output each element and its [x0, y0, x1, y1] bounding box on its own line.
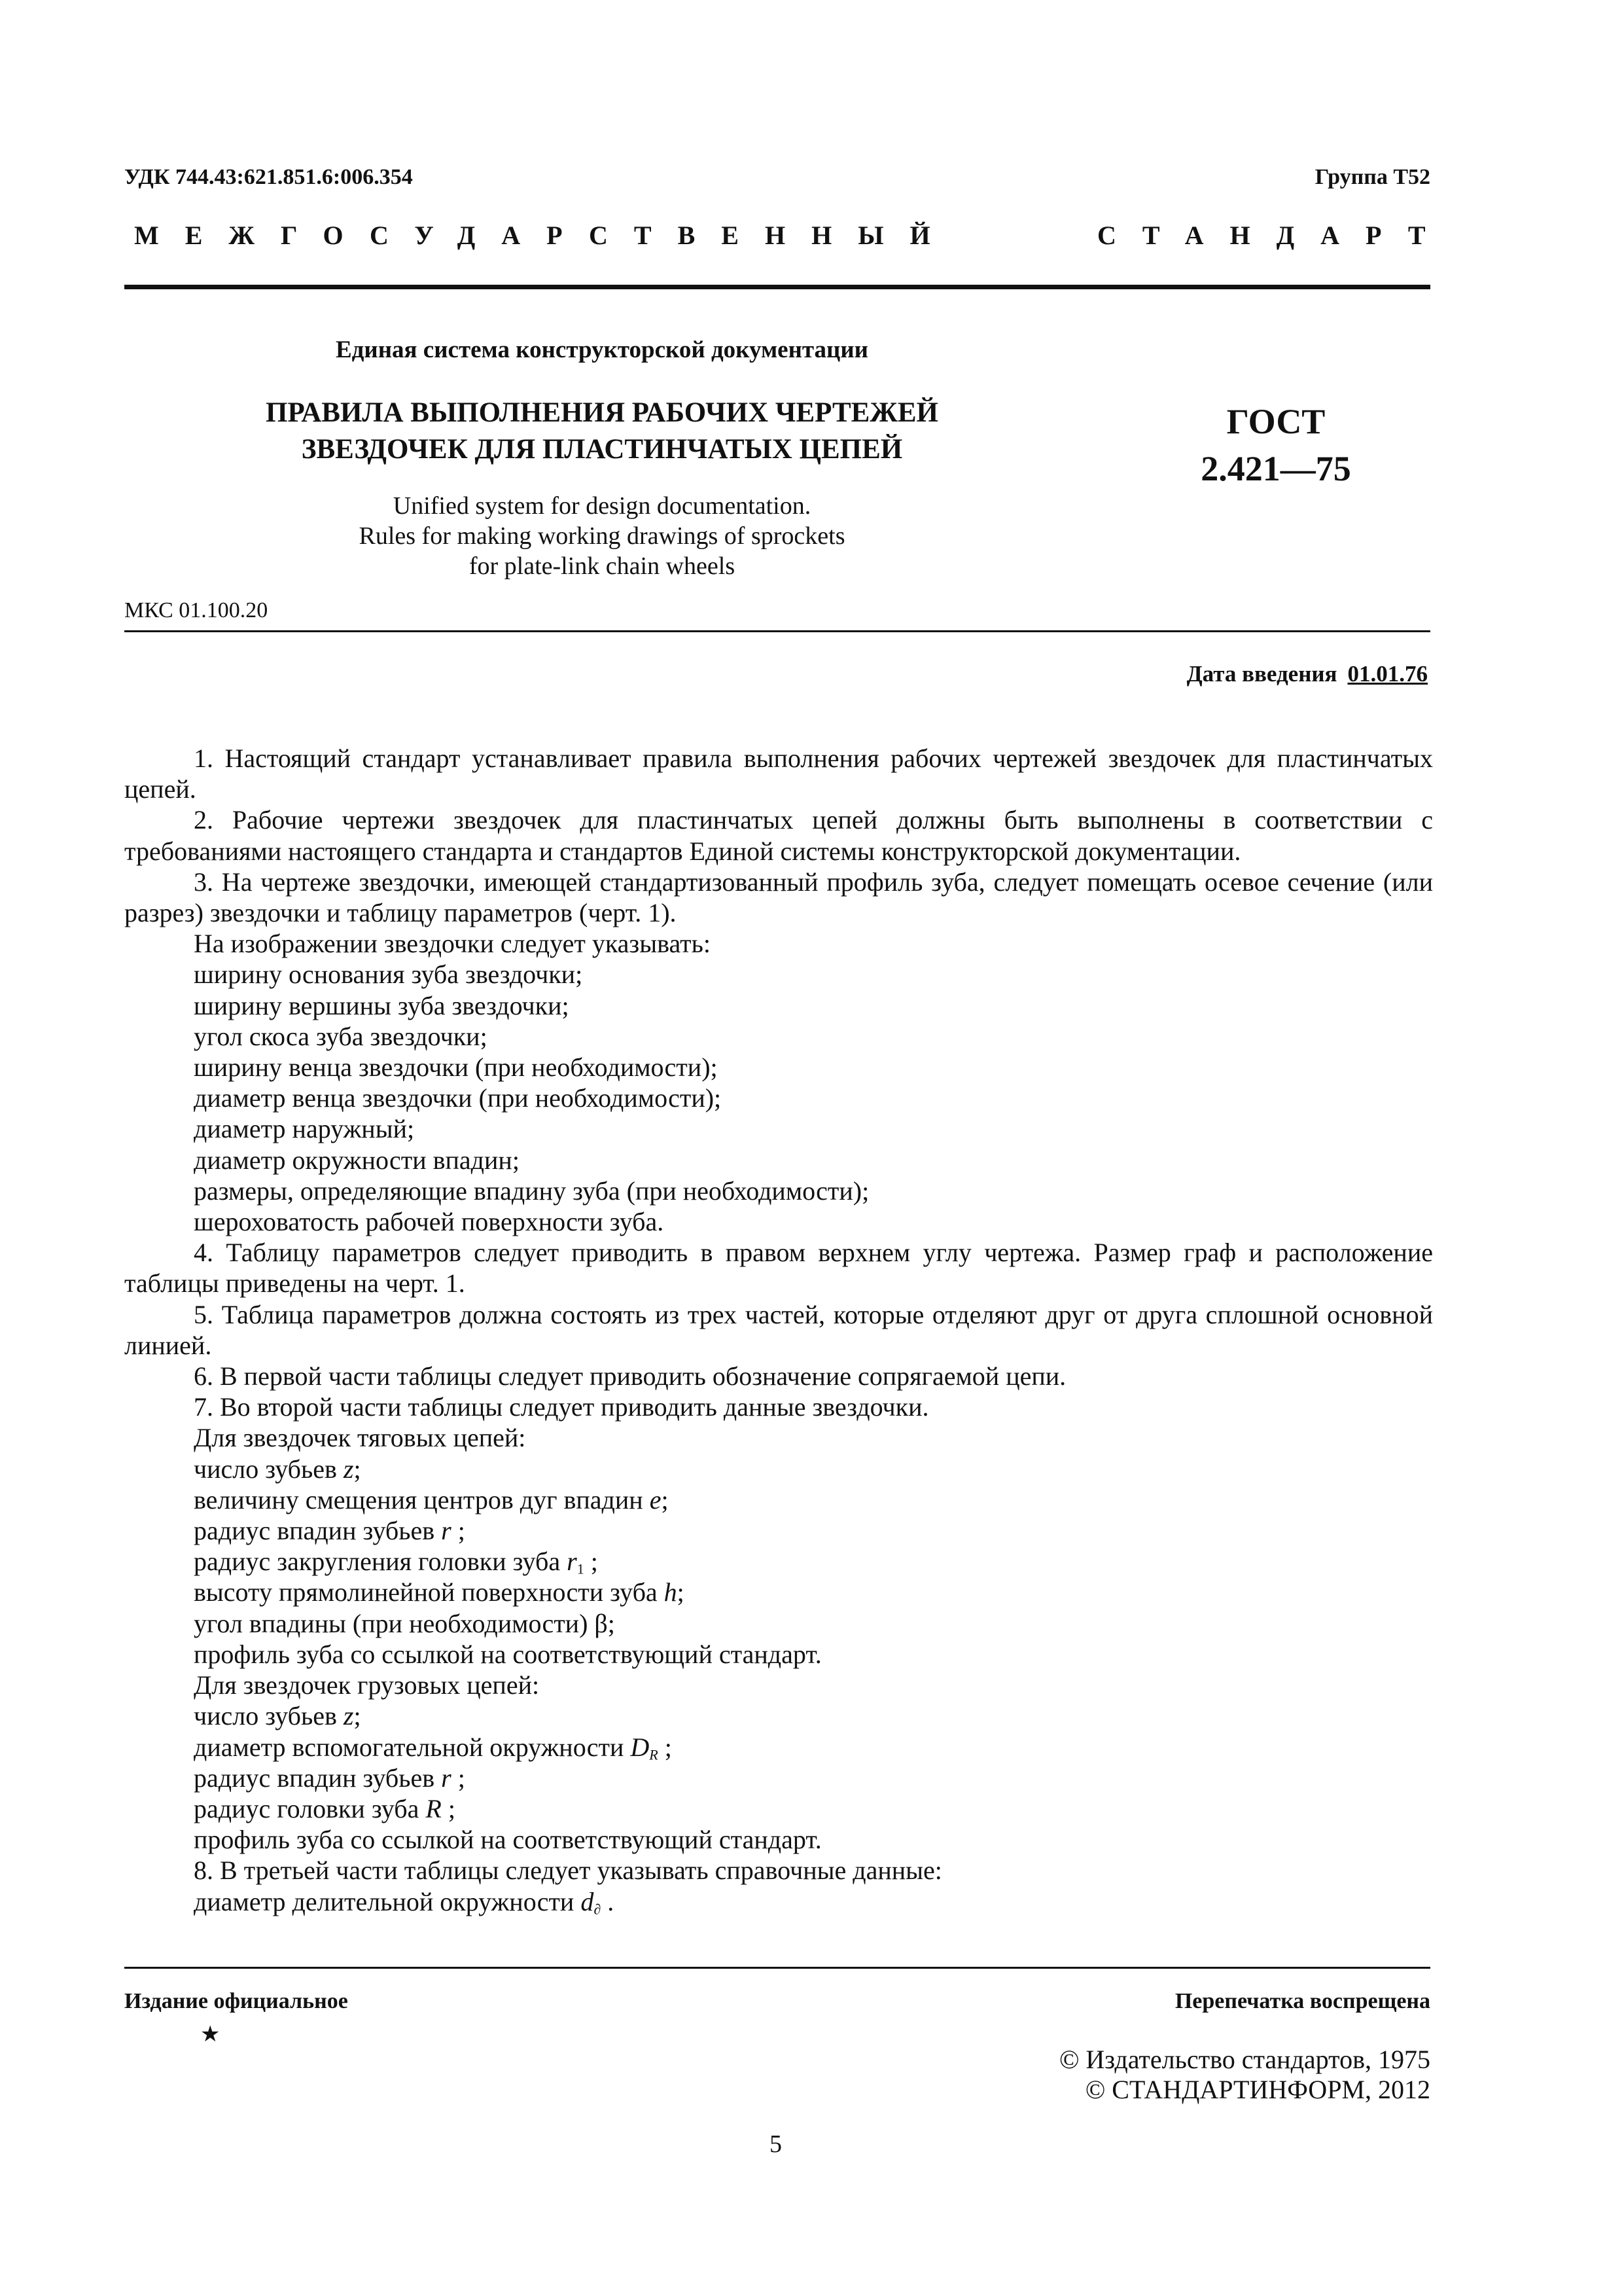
- list-item: диаметр наружный;: [194, 1114, 415, 1144]
- gost-code: 2.421—75: [1201, 449, 1351, 488]
- title-rule: [124, 630, 1430, 632]
- mks-code: МКС 01.100.20: [124, 598, 268, 622]
- paragraph-3: 3. На чертеже звездочки, имеющей стандартизованный профиль зуба, следует помещать осевое сечение (или разрез) звездочки и таблицу параметров (черт. 1).: [124, 867, 1433, 928]
- title-line-1: ПРАВИЛА ВЫПОЛНЕНИЯ РАБОЧИХ ЧЕРТЕЖЕЙ: [266, 397, 938, 428]
- effective-date: [1187, 661, 1428, 687]
- paragraph-6: 6. В первой части таблицы следует приводить обозначение сопрягаемой цепи.: [194, 1361, 1067, 1391]
- list-item: ширину венца звездочки (при необходимости);: [194, 1052, 718, 1083]
- english-title-line-1: Unified system for design documentation.: [393, 492, 811, 520]
- list-item: число зубьев z;: [194, 1701, 361, 1731]
- list-item: профиль зуба со ссылкой на соответствующий стандарт.: [194, 1639, 822, 1669]
- list-item: диаметр окружности впадин;: [194, 1145, 520, 1175]
- list-item: радиус впадин зубьев r ;: [194, 1763, 465, 1793]
- list-item: ширину основания зуба звездочки;: [194, 960, 583, 990]
- header-rule: [124, 285, 1430, 289]
- page-number: 5: [769, 2130, 782, 2158]
- udk-code: УДК 744.43:621.851.6:006.354: [124, 165, 413, 189]
- list-item: диаметр венца звездочки (при необходимости);: [194, 1083, 722, 1113]
- effective-date-label: Дата введения: [1186, 661, 1337, 687]
- list-item: радиус головки зуба R ;: [194, 1793, 455, 1823]
- document-title: [177, 395, 1027, 468]
- paragraph-7: 7. Во второй части таблицы следует приводить данные звездочки.: [194, 1392, 929, 1422]
- edition-note: Издание официальное: [124, 1989, 348, 2013]
- standard-type-left: МЕЖГОСУДАРСТВЕННЫЙ: [134, 221, 957, 250]
- effective-date-value: 01.01.76: [1347, 661, 1428, 687]
- list-item: диаметр делительной окружности $d_\partial$ .: [194, 1886, 614, 1918]
- copyright-1975: © Издательство стандартов, 1975: [1059, 2045, 1430, 2074]
- document-body: [124, 743, 1433, 1917]
- list-item: угол впадины (при необходимости) β;: [194, 1608, 615, 1638]
- list-item: диаметр вспомогательной окружности $D_R$ ;: [194, 1732, 672, 1763]
- list-item: число зубьев z;: [194, 1454, 361, 1484]
- paragraph-4: 4. Таблицу параметров следует приводить в правом верхнем углу чертежа. Размер граф и расположение таблицы приведены на черт. 1.: [124, 1238, 1433, 1299]
- reprint-note: Перепечатка воспрещена: [1174, 1989, 1430, 2013]
- english-title-line-3: for plate-link chain wheels: [468, 552, 735, 580]
- footer-rule: [124, 1967, 1430, 1969]
- paragraph-3-intro: На изображении звездочки следует указывать:: [194, 929, 711, 959]
- system-name: Единая система конструкторской документации: [336, 336, 868, 363]
- title-line-2: ЗВЕЗДОЧЕК ДЛЯ ПЛАСТИНЧАТЫХ ЦЕПЕЙ: [301, 434, 903, 465]
- star-icon: ★: [200, 2022, 221, 2047]
- list-item: величину смещения центров дуг впадин e;: [194, 1484, 669, 1515]
- gost-number: [1112, 398, 1439, 492]
- list-item: радиус впадин зубьев r ;: [194, 1516, 465, 1546]
- paragraph-2: 2. Рабочие чертежи звездочек для пластинчатых цепей должны быть выполнены в соответствии с требованиями настоящего стандарта и стандартов Единой системы конструкторской документации.: [124, 805, 1433, 866]
- gost-label: ГОСТ: [1226, 402, 1326, 441]
- list-item: шероховатость рабочей поверхности зуба.: [194, 1207, 664, 1237]
- list-item: угол скоса зуба звездочки;: [194, 1021, 487, 1051]
- copyright-2012: © СТАНДАРТИНФОРМ, 2012: [1085, 2075, 1430, 2104]
- copyright-block: [1059, 2045, 1430, 2105]
- traction-intro: Для звездочек тяговых цепей:: [194, 1423, 526, 1453]
- standard-type-right: СТАНДАРТ: [1097, 221, 1452, 250]
- english-title: [177, 491, 1027, 581]
- cargo-intro: Для звездочек грузовых цепей:: [194, 1670, 540, 1700]
- list-item: профиль зуба со ссылкой на соответствующий стандарт.: [194, 1825, 822, 1855]
- list-item: высоту прямолинейной поверхности зуба h;: [194, 1577, 684, 1607]
- paragraph-1: 1. Настоящий стандарт устанавливает правила выполнения рабочих чертежей звездочек для пластинчатых цепей.: [124, 744, 1433, 804]
- paragraph-5: 5. Таблица параметров должна состоять из трех частей, которые отделяют друг от друга сплошной основной линией.: [124, 1299, 1433, 1360]
- list-item: ширину вершины зуба звездочки;: [194, 990, 569, 1020]
- list-item: радиус закругления головки зуба $r_1$ ;: [194, 1547, 598, 1577]
- paragraph-8: 8. В третьей части таблицы следует указывать справочные данные:: [194, 1856, 942, 1886]
- group-code: Группа Т52: [1315, 165, 1430, 189]
- list-item: размеры, определяющие впадину зуба (при необходимости);: [194, 1175, 870, 1206]
- english-title-line-2: Rules for making working drawings of sprockets: [359, 522, 845, 550]
